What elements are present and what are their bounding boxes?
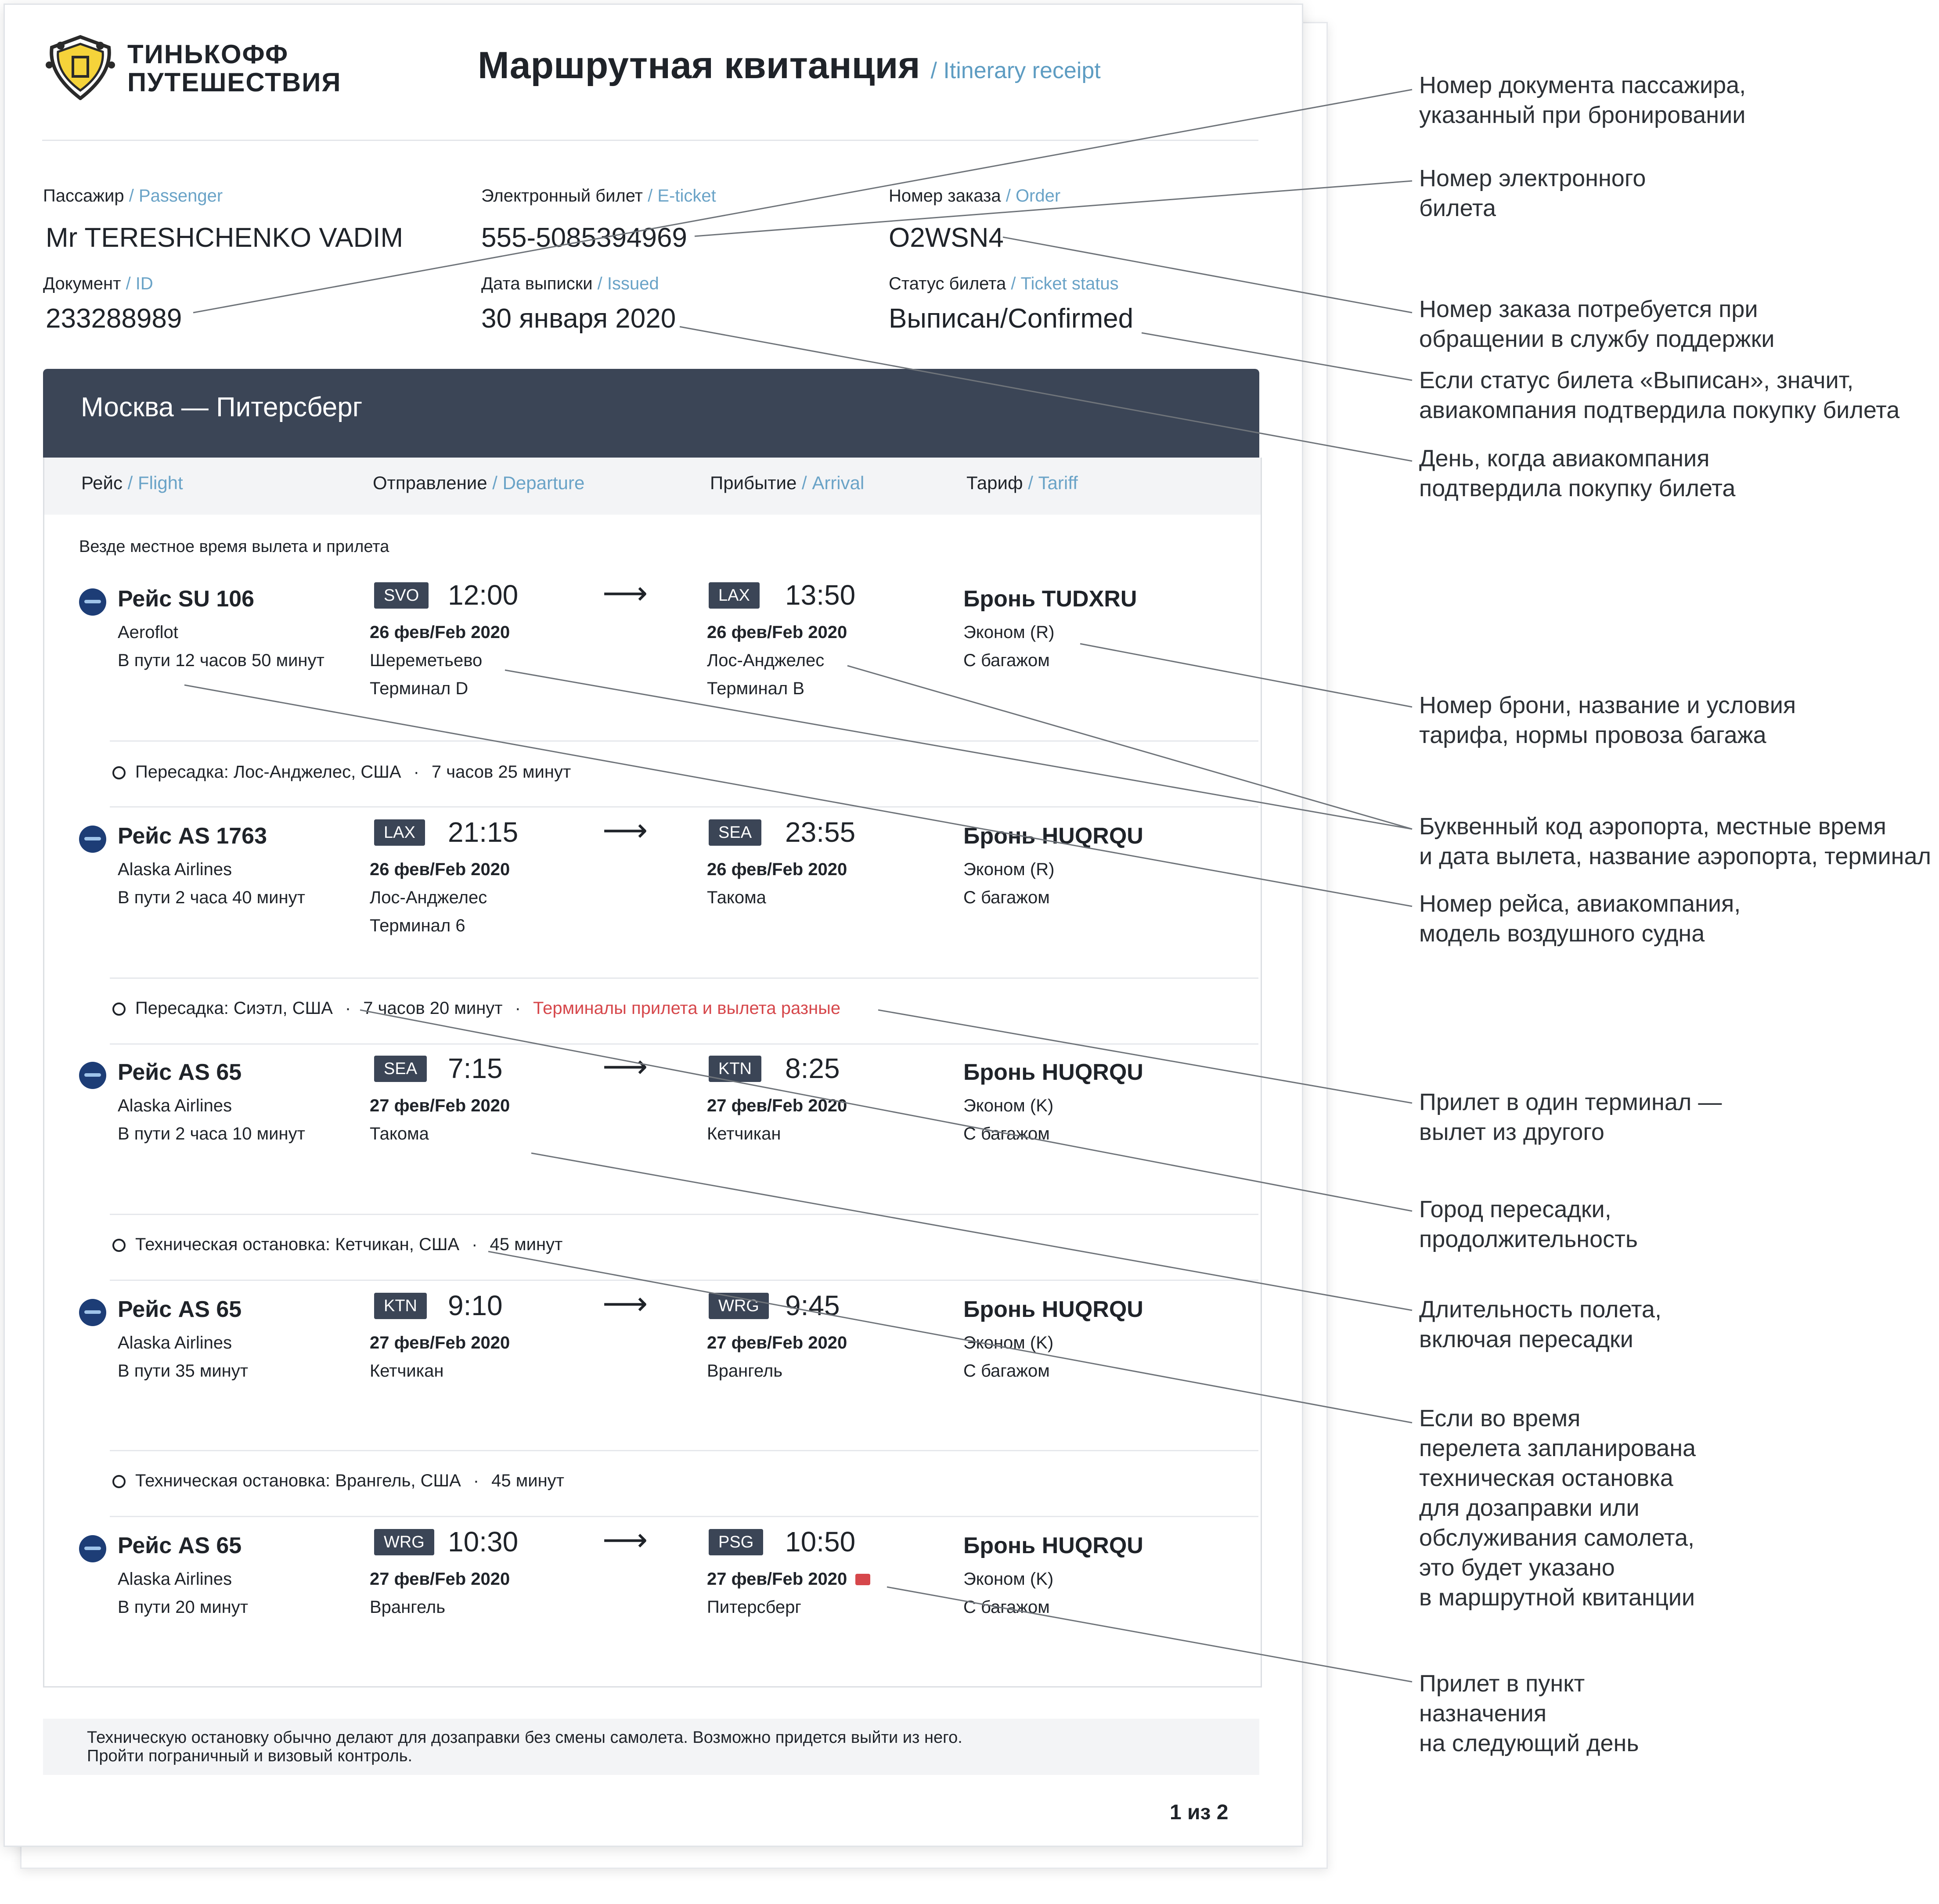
annotation-line: Номер брони, название и условия: [1419, 692, 1796, 718]
departure-airport-code: SEA: [374, 1056, 427, 1082]
arrival-airport-code: PSG: [709, 1529, 763, 1555]
airline-name: Alaska Airlines: [118, 860, 232, 879]
flight-duration: В пути 12 часов 50 минут: [118, 651, 324, 670]
annotation-callout: [1419, 70, 1746, 130]
arrival-airport-code: KTN: [709, 1056, 761, 1082]
annotation-line: подтвердила покупку билета: [1419, 475, 1736, 501]
annotation-callout: [1419, 1194, 1638, 1254]
annotation-line: модель воздушного судна: [1419, 920, 1705, 947]
order-label: Номер заказа / Order: [889, 186, 1061, 206]
annotation-line: Длительность полета,: [1419, 1296, 1661, 1323]
annotation-callout: [1419, 163, 1646, 223]
flight-number: Рейс SU 106: [118, 586, 255, 612]
layover-place: Пересадка: Лос-Анджелес, США: [135, 762, 401, 782]
title-en: / Itinerary receipt: [930, 58, 1101, 83]
annotation-line: обслуживания самолета,: [1419, 1525, 1695, 1551]
arrival-time: 23:55: [785, 816, 856, 848]
annotation-line: это будет указано: [1419, 1554, 1615, 1581]
baggage-info: С багажом: [963, 651, 1050, 670]
arrival-airport-code: LAX: [709, 582, 760, 609]
col-flight: Рейс / Flight: [81, 472, 183, 493]
annotation-line: Номер документа пассажира,: [1419, 72, 1746, 98]
annotation-callout: [1419, 1087, 1722, 1147]
annotation-callout: [1419, 1669, 1639, 1758]
booking-code: Бронь HUQRQU: [963, 823, 1143, 849]
flight-number: Рейс AS 1763: [118, 823, 267, 849]
annotation-line: Буквенный код аэропорта, местные время: [1419, 813, 1886, 840]
layover-duration: 45 минут: [490, 1235, 563, 1254]
brand-line-2: ПУТЕШЕСТВИЯ: [127, 68, 342, 97]
baggage-info: С багажом: [963, 1597, 1050, 1617]
arrival-date: 26 фев/Feb 2020: [707, 623, 847, 642]
airline-name: Alaska Airlines: [118, 1569, 232, 1589]
arrival-time: 9:45: [785, 1290, 840, 1321]
flight-duration: В пути 20 минут: [118, 1597, 249, 1617]
departure-airport: Такома: [370, 1124, 429, 1143]
arrival-terminal: Терминал B: [707, 679, 804, 698]
arrival-airport-code: WRG: [709, 1293, 769, 1319]
departure-time: 12:00: [448, 579, 519, 611]
departure-airport: Врангель: [370, 1597, 446, 1617]
airline-name: Alaska Airlines: [118, 1096, 232, 1115]
departure-airport-code: WRG: [374, 1529, 434, 1555]
departure-time: 9:10: [448, 1290, 503, 1321]
departure-airport: Шереметьево: [370, 651, 483, 670]
layover-duration: 7 часов 20 минут: [363, 999, 503, 1018]
baggage-info: С багажом: [963, 1124, 1050, 1143]
departure-airport: Лос-Анджелес: [370, 888, 487, 907]
annotation-line: Номер электронного: [1419, 165, 1646, 191]
issued-label: Дата выписки / Issued: [481, 274, 659, 293]
annotation-line: продолжительность: [1419, 1226, 1638, 1252]
annotation-line: Если статус билета «Выписан», значит,: [1419, 367, 1854, 393]
departure-date: 27 фев/Feb 2020: [370, 1096, 510, 1115]
doc-number: 233288989: [46, 303, 182, 334]
annotation-line: техническая остановка: [1419, 1465, 1673, 1491]
booking-code: Бронь HUQRQU: [963, 1060, 1143, 1085]
fare-class: Эконом (K): [963, 1096, 1054, 1115]
col-arrival: Прибытие / Arrival: [710, 472, 865, 493]
arrival-airport-code: SEA: [709, 819, 761, 846]
airline-name: Aeroflot: [118, 623, 178, 642]
tech-stop-note-line-1: Техническую остановку обычно делают для дозаправки без смены самолета. Возможно придется выйти из него.: [87, 1728, 962, 1747]
arrival-time: 13:50: [785, 579, 856, 611]
annotation-callout: [1419, 811, 1931, 871]
separator: ·: [345, 999, 351, 1018]
departure-date: 26 фев/Feb 2020: [370, 860, 510, 879]
local-time-note: Везде местное время вылета и прилета: [79, 537, 389, 556]
annotation-line: назначения: [1419, 1700, 1547, 1727]
annotation-line: тарифа, нормы провоза багажа: [1419, 722, 1766, 748]
airline-name: Alaska Airlines: [118, 1333, 232, 1352]
departure-time: 10:30: [448, 1526, 519, 1558]
flight-number: Рейс AS 65: [118, 1297, 242, 1322]
fare-class: Эконом (R): [963, 860, 1055, 879]
passenger-name: Mr TERESHCHENKO VADIM: [46, 223, 404, 253]
status-label: Статус билета / Ticket status: [889, 274, 1119, 293]
annotation-line: Прилет в пункт: [1419, 1670, 1585, 1697]
annotation-callout: [1419, 365, 1899, 425]
arrival-airport: Лос-Анджелес: [707, 651, 825, 670]
annotation-line: и дата вылета, название аэропорта, терминал: [1419, 843, 1932, 869]
annotation-line: билета: [1419, 195, 1496, 221]
flight-number: Рейс AS 65: [118, 1060, 242, 1085]
annotation-line: Город пересадки,: [1419, 1196, 1611, 1222]
separator: ·: [472, 1235, 478, 1254]
baggage-info: С багажом: [963, 1361, 1050, 1381]
layover-place: Техническая остановка: Кетчикан, США: [135, 1235, 460, 1254]
arrival-airport: Питерсберг: [707, 1597, 801, 1617]
fare-class: Эконом (K): [963, 1333, 1054, 1352]
layover-duration: 45 минут: [491, 1471, 564, 1490]
arrival-time: 8:25: [785, 1053, 840, 1084]
annotation-line: перелета запланирована: [1419, 1435, 1696, 1461]
terminal-warning: Терминалы прилета и вылета разные: [533, 999, 841, 1018]
arrival-airport: Врангель: [707, 1361, 783, 1381]
ticket-number: 555-5085394969: [481, 223, 687, 253]
layover-duration: 7 часов 25 минут: [431, 762, 571, 782]
departure-time: 7:15: [448, 1053, 503, 1084]
annotation-callout: [1419, 1295, 1661, 1354]
arrival-date: 27 фев/Feb 2020: [707, 1333, 847, 1352]
annotation-line: включая пересадки: [1419, 1326, 1633, 1352]
col-departure: Отправление / Departure: [373, 472, 585, 493]
arrow-icon: ⟶: [602, 1049, 648, 1084]
arrival-airport: Кетчикан: [707, 1124, 781, 1143]
annotation-line: Если во время: [1419, 1405, 1581, 1432]
annotation-callout: [1419, 444, 1735, 503]
flight-number: Рейс AS 65: [118, 1533, 242, 1558]
separator: ·: [413, 762, 419, 782]
departure-airport: Кетчикан: [370, 1361, 444, 1381]
col-tariff: Тариф / Tariff: [966, 472, 1078, 493]
arrow-icon: ⟶: [602, 1522, 648, 1558]
annotation-line: Номер заказа потребуется при: [1419, 296, 1758, 322]
departure-date: 27 фев/Feb 2020: [370, 1333, 510, 1352]
layover-place: Пересадка: Сиэтл, США: [135, 999, 333, 1018]
booking-code: Бронь TUDXRU: [963, 586, 1137, 612]
ticket-label: Электронный билет / E-ticket: [481, 186, 716, 206]
passenger-label: Пассажир / Passenger: [43, 186, 223, 206]
title-ru: Маршрутная квитанция: [478, 44, 920, 87]
route-title: Москва — Питерсберг: [81, 392, 363, 422]
brand-line-1: ТИНЬКОФФ: [127, 40, 289, 69]
fare-class: Эконом (R): [963, 623, 1055, 642]
arrow-icon: ⟶: [602, 1286, 648, 1321]
annotation-line: Прилет в один терминал —: [1419, 1089, 1722, 1115]
departure-airport-code: LAX: [374, 819, 425, 846]
annotation-line: в маршрутной квитанции: [1419, 1584, 1695, 1611]
flight-duration: В пути 2 часа 10 минут: [118, 1124, 305, 1143]
annotation-line: Номер рейса, авиакомпания,: [1419, 891, 1741, 917]
annotation-line: авиакомпания подтвердила покупку билета: [1419, 397, 1900, 423]
separator: ·: [473, 1471, 479, 1490]
departure-airport-code: SVO: [374, 582, 429, 609]
doc-label: Документ / ID: [43, 274, 153, 293]
annotation-callout: [1419, 294, 1774, 354]
issued-date: 30 января 2020: [481, 303, 676, 334]
arrow-icon: ⟶: [602, 813, 648, 848]
annotation-callout: [1419, 889, 1741, 948]
booking-code: Бронь HUQRQU: [963, 1533, 1143, 1558]
arrival-date: 26 фев/Feb 2020: [707, 860, 847, 879]
annotation-line: для дозаправки или: [1419, 1495, 1640, 1521]
ticket-status: Выписан/Confirmed: [889, 303, 1134, 334]
annotation-line: на следующий день: [1419, 1730, 1639, 1756]
arrival-date: 27 фев/Feb 2020: [707, 1096, 847, 1115]
departure-terminal: Терминал D: [370, 679, 469, 698]
flight-duration: В пути 2 часа 40 минут: [118, 888, 305, 907]
annotation-line: обращении в службу поддержки: [1419, 326, 1775, 352]
departure-date: 27 фев/Feb 2020: [370, 1569, 510, 1589]
order-number: O2WSN4: [889, 223, 1004, 253]
departure-date: 26 фев/Feb 2020: [370, 623, 510, 642]
annotation-callout: [1419, 690, 1796, 750]
departure-airport-code: KTN: [374, 1293, 427, 1319]
arrival-date: 27 фев/Feb 2020: [707, 1569, 847, 1589]
separator: ·: [515, 999, 521, 1018]
annotation-line: указанный при бронировании: [1419, 102, 1746, 128]
annotation-line: День, когда авиакомпания: [1419, 445, 1710, 472]
baggage-info: С багажом: [963, 888, 1050, 907]
fare-class: Эконом (K): [963, 1569, 1054, 1589]
annotation-callout: [1419, 1403, 1696, 1612]
tech-stop-note-line-2: Пройти пограничный и визовый контроль.: [87, 1747, 413, 1765]
page-indicator: 1 из 2: [1170, 1801, 1229, 1824]
flight-duration: В пути 35 минут: [118, 1361, 249, 1381]
departure-time: 21:15: [448, 816, 519, 848]
arrival-time: 10:50: [785, 1526, 856, 1558]
layover-place: Техническая остановка: Врангель, США: [135, 1471, 461, 1490]
departure-terminal: Терминал 6: [370, 916, 465, 935]
booking-code: Бронь HUQRQU: [963, 1297, 1143, 1322]
annotation-line: вылет из другого: [1419, 1119, 1604, 1145]
arrow-icon: ⟶: [602, 576, 648, 611]
arrival-airport: Такома: [707, 888, 766, 907]
